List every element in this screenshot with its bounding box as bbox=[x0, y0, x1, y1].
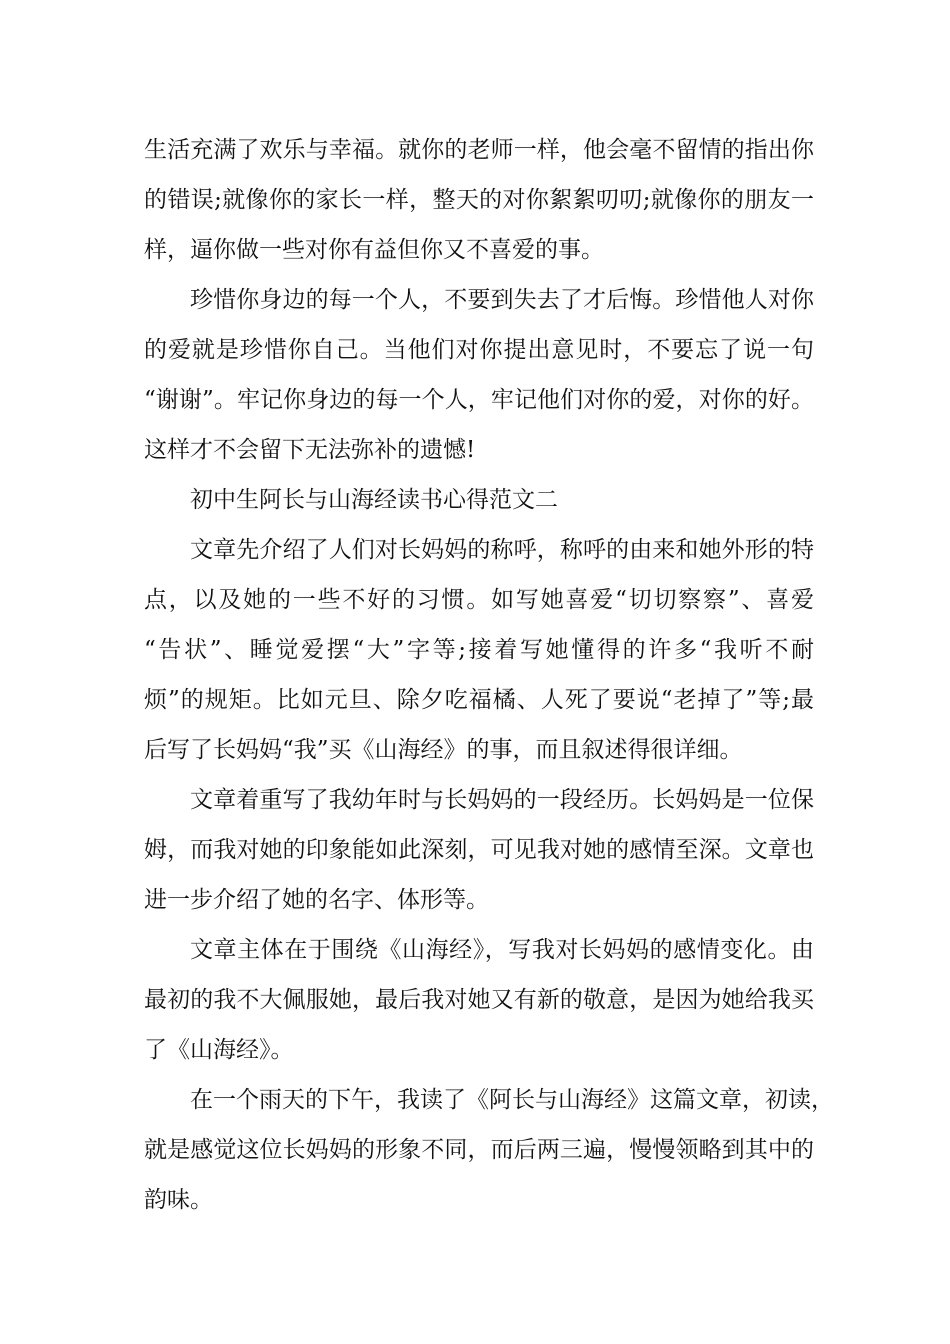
section-heading: 初中生阿长与山海经读书心得范文二 bbox=[190, 487, 558, 513]
text-line: 了《山海经》。 bbox=[144, 1037, 294, 1063]
text-line: 这样才不会留下无法弥补的遗憾! bbox=[144, 437, 476, 463]
paragraph-first-line: 文章主体在于围绕《山海经》，写我对长妈妈的感情变化。由 bbox=[190, 937, 814, 963]
text-line: 韵味。 bbox=[144, 1187, 213, 1213]
text-line: 的错误;就像你的家长一样，整天的对你絮絮叨叨;就像你的朋友一 bbox=[144, 187, 814, 213]
paragraph-first-line: 珍惜你身边的每一个人，不要到失去了才后悔。珍惜他人对你 bbox=[190, 287, 814, 313]
paragraph-first-line: 在一个雨天的下午，我读了《阿长与山海经》这篇文章，初读， bbox=[190, 1087, 834, 1113]
text-line: 姆，而我对她的印象能如此深刻，可见我对她的感情至深。文章也 bbox=[144, 837, 814, 863]
text-line: 就是感觉这位长妈妈的形象不同，而后两三遍，慢慢领略到其中的 bbox=[144, 1137, 814, 1163]
text-line: “告状”、睡觉爱摆“大”字等;接着写她懂得的许多“我听不耐 bbox=[144, 637, 814, 663]
text-line: 进一步介绍了她的名字、体形等。 bbox=[144, 887, 489, 913]
text-line: “谢谢”。牢记你身边的每一个人，牢记他们对你的爱，对你的好。 bbox=[144, 387, 814, 413]
text-line: 生活充满了欢乐与幸福。就你的老师一样，他会毫不留情的指出你 bbox=[144, 137, 814, 163]
text-line: 的爱就是珍惜你自己。当他们对你提出意见时，不要忘了说一句 bbox=[144, 337, 814, 363]
paragraph-first-line: 文章着重写了我幼年时与长妈妈的一段经历。长妈妈是一位保 bbox=[190, 787, 814, 813]
text-line: 样，逼你做一些对你有益但你又不喜爱的事。 bbox=[144, 237, 604, 263]
text-line: 点，以及她的一些不好的习惯。如写她喜爱“切切察察”、喜爱 bbox=[144, 587, 814, 613]
paragraph-first-line: 文章先介绍了人们对长妈妈的称呼，称呼的由来和她外形的特 bbox=[190, 537, 814, 563]
text-line: 烦”的规矩。比如元旦、除夕吃福橘、人死了要说“老掉了”等;最 bbox=[144, 687, 814, 713]
text-line: 后写了长妈妈“我”买《山海经》的事，而且叙述得很详细。 bbox=[144, 737, 743, 763]
text-line: 最初的我不大佩服她，最后我对她又有新的敬意，是因为她给我买 bbox=[144, 987, 814, 1013]
